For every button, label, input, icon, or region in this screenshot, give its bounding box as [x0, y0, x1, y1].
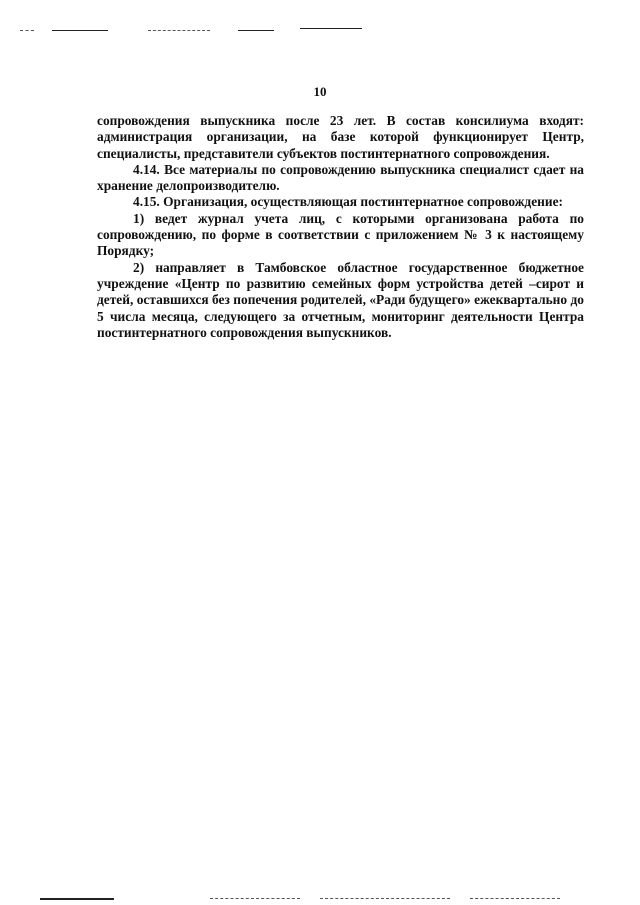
paragraph-4-14: 4.14. Все материалы по сопровождению выпускника специалист сдает на хранение делопроизводителю. [97, 161, 584, 194]
paragraph-4-15: 4.15. Организация, осуществляющая постинтернатное сопровождение: [133, 194, 563, 210]
document-body [97, 113, 584, 341]
list-item-2: 2) направляет в Тамбовское областное государственное бюджетное учреждение «Центр по развитию семейных форм устройства детей –сирот и детей, оставшихся без попечения родителей, «Ради будущего» ежеквартально до 5 числа месяца, следующего за отчетным, мониторинг деятельности Центра постинтернатного сопровождения выпускников. [97, 259, 584, 340]
list-item-1: 1) ведет журнал учета лиц, с которыми организована работа по сопровождению, по форме в соответствии с приложением № 3 к настоящему Порядку; [97, 210, 584, 259]
scan-artifact-top-1 [52, 30, 108, 31]
scan-artifact-top-4 [300, 28, 362, 29]
scan-artifact-bottom-1 [40, 898, 114, 900]
page-number: 10 [313, 84, 327, 99]
scan-artifact-top-2 [148, 30, 210, 32]
scan-artifact-bottom-4 [470, 898, 560, 900]
scan-artifact-bottom-2 [210, 898, 300, 900]
scan-artifact-top-5 [20, 30, 34, 32]
scan-artifact-top-3 [238, 30, 274, 31]
scan-artifact-bottom-3 [320, 898, 450, 900]
paragraph-continuation: сопровождения выпускника после 23 лет. В состав консилиума входят: администрация организации, на базе которой функционирует Центр, специалисты, представители субъектов постинтернатного сопровождения. [97, 113, 584, 161]
